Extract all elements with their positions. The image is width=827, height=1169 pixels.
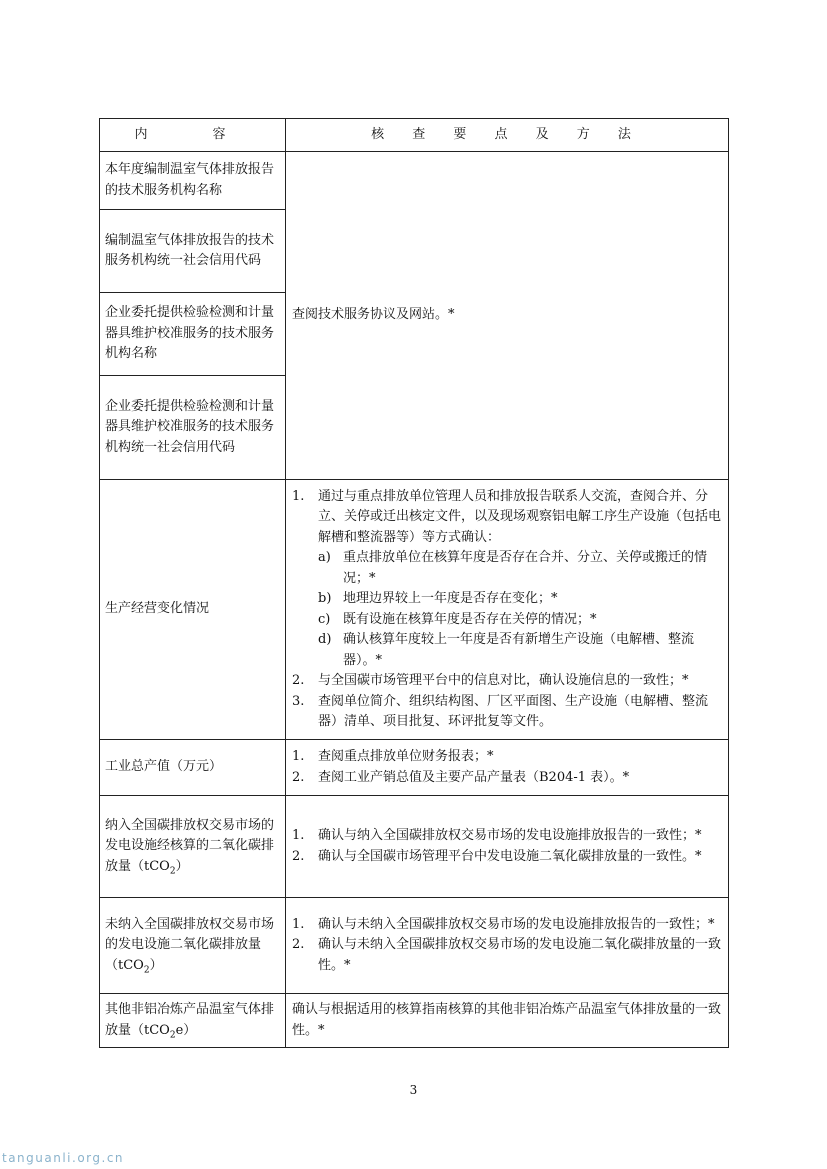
row-label-tech-name: 本年度编制温室气体排放报告的技术服务机构名称 <box>100 152 286 210</box>
row-label-other <box>100 994 286 1048</box>
table-header-row <box>100 119 729 152</box>
label-text: ） <box>175 858 189 874</box>
table-row <box>100 994 729 1048</box>
list-item <box>292 847 722 868</box>
list-num: 2. <box>292 769 305 785</box>
sub-text: 既有设施在核算年度是否存在关停的情况；* <box>343 611 597 627</box>
list-num: 1. <box>292 828 305 843</box>
list-text: 确认与未纳入全国碳排放权交易市场的发电设施排放报告的一致性；* <box>318 916 715 932</box>
list-num: 1. <box>292 749 305 764</box>
list-item <box>292 768 722 789</box>
sub-num: a) <box>318 550 331 565</box>
label-subscript: 2 <box>169 866 176 877</box>
output-method-cell <box>286 740 729 796</box>
sub-num: c) <box>318 611 331 627</box>
production-method-cell <box>286 480 729 740</box>
list-num: 2. <box>292 937 305 953</box>
list-text: 确认与全国碳市场管理平台中发电设施二氧化碳排放量的一致性。* <box>318 848 702 864</box>
list-text: 与全国碳市场管理平台中的信息对比，确认设施信息的一致性；* <box>318 673 689 688</box>
page-number: 3 <box>409 1083 418 1097</box>
sub-num: d) <box>318 632 332 647</box>
table-row <box>100 480 729 740</box>
list-num: 1. <box>292 916 305 932</box>
header-method: 核 查 要 点 及 方 法 <box>286 119 729 152</box>
list-text: 查阅工业产销总值及主要产品产量表（B204-1 表）。* <box>318 769 630 785</box>
table-row <box>100 796 729 898</box>
row-label-tech-code: 编制温室气体排放报告的技术服务机构统一社会信用代码 <box>100 210 286 293</box>
row-label-output-value: 工业总产值（万元） <box>100 740 286 796</box>
list-item <box>292 487 722 549</box>
label-text: e） <box>175 1022 197 1038</box>
verification-table <box>99 118 729 1048</box>
list-text: 查阅单位简介、组织结构图、厂区平面图、生产设施（电解槽、整流器）清单、项目批复、环评批复等文件。 <box>318 693 709 729</box>
list-item <box>292 826 722 847</box>
row-label-calib-code: 企业委托提供检验检测和计量器具维护校准服务的技术服务机构统一社会信用代码 <box>100 376 286 480</box>
list-num: 2. <box>292 673 305 688</box>
label-text: 其他非铝冶炼产品温室气体排放量（tCO <box>105 1002 275 1038</box>
row-label-excluded <box>100 898 286 994</box>
label-text: 纳入全国碳排放权交易市场的发电设施经核算的二氧化碳排放量（tCO <box>105 817 275 874</box>
list-text: 确认与未纳入全国碳排放权交易市场的发电设施二氧化碳排放量的一致性。* <box>318 937 722 973</box>
table-row <box>100 740 729 796</box>
list-num: 3. <box>292 693 305 709</box>
sub-text: 重点排放单位在核算年度是否存在合并、分立、关停或搬迁的情况；* <box>343 550 708 586</box>
list-text: 查阅重点排放单位财务报表；* <box>318 749 494 764</box>
list-text: 确认与纳入全国碳排放权交易市场的发电设施排放报告的一致性；* <box>318 828 702 843</box>
table-row <box>100 898 729 994</box>
row-label-included <box>100 796 286 898</box>
sub-item <box>318 589 722 610</box>
label-subscript: 2 <box>169 1030 176 1041</box>
row-label-calib-name: 企业委托提供检验检测和计量器具维护校准服务的技术服务机构名称 <box>100 293 286 376</box>
list-item <box>292 935 722 976</box>
header-content: 内 容 <box>100 119 286 152</box>
label-subscript: 2 <box>143 965 150 976</box>
list-item <box>292 671 722 692</box>
watermark: tanguanli.org.cn <box>2 1151 125 1165</box>
list-item <box>292 915 722 936</box>
list-item <box>292 747 722 768</box>
row-label-production: 生产经营变化情况 <box>100 480 286 740</box>
label-text: 未纳入全国碳排放权交易市场的发电设施二氧化碳排放量（tCO <box>105 916 275 973</box>
sub-text: 地理边界较上一年度是否存在变化；* <box>343 591 558 606</box>
sub-item <box>318 630 722 671</box>
list-num: 1. <box>292 488 305 504</box>
sub-text: 确认核算年度较上一年度是否有新增生产设施（电解槽、整流器）。* <box>343 632 695 668</box>
list-text: 通过与重点排放单位管理人员和排放报告联系人交流，查阅合并、分立、关停或迁出核定文件，以及现场观察铝电解工序生产设施（包括电解槽和整流器等）等方式确认： <box>318 488 722 545</box>
included-method-cell <box>286 796 729 898</box>
table-row <box>100 152 729 210</box>
excluded-method-cell <box>286 898 729 994</box>
sub-item <box>318 548 722 589</box>
list-item <box>292 692 722 733</box>
sub-item <box>318 610 722 631</box>
label-text: ） <box>149 957 163 973</box>
other-method-cell: 确认与根据适用的核算指南核算的其他非铝冶炼产品温室气体排放量的一致性。* <box>286 994 729 1048</box>
tech-method-cell: 查阅技术服务协议及网站。* <box>286 152 729 480</box>
sub-num: b) <box>318 591 332 606</box>
list-num: 2. <box>292 848 305 864</box>
